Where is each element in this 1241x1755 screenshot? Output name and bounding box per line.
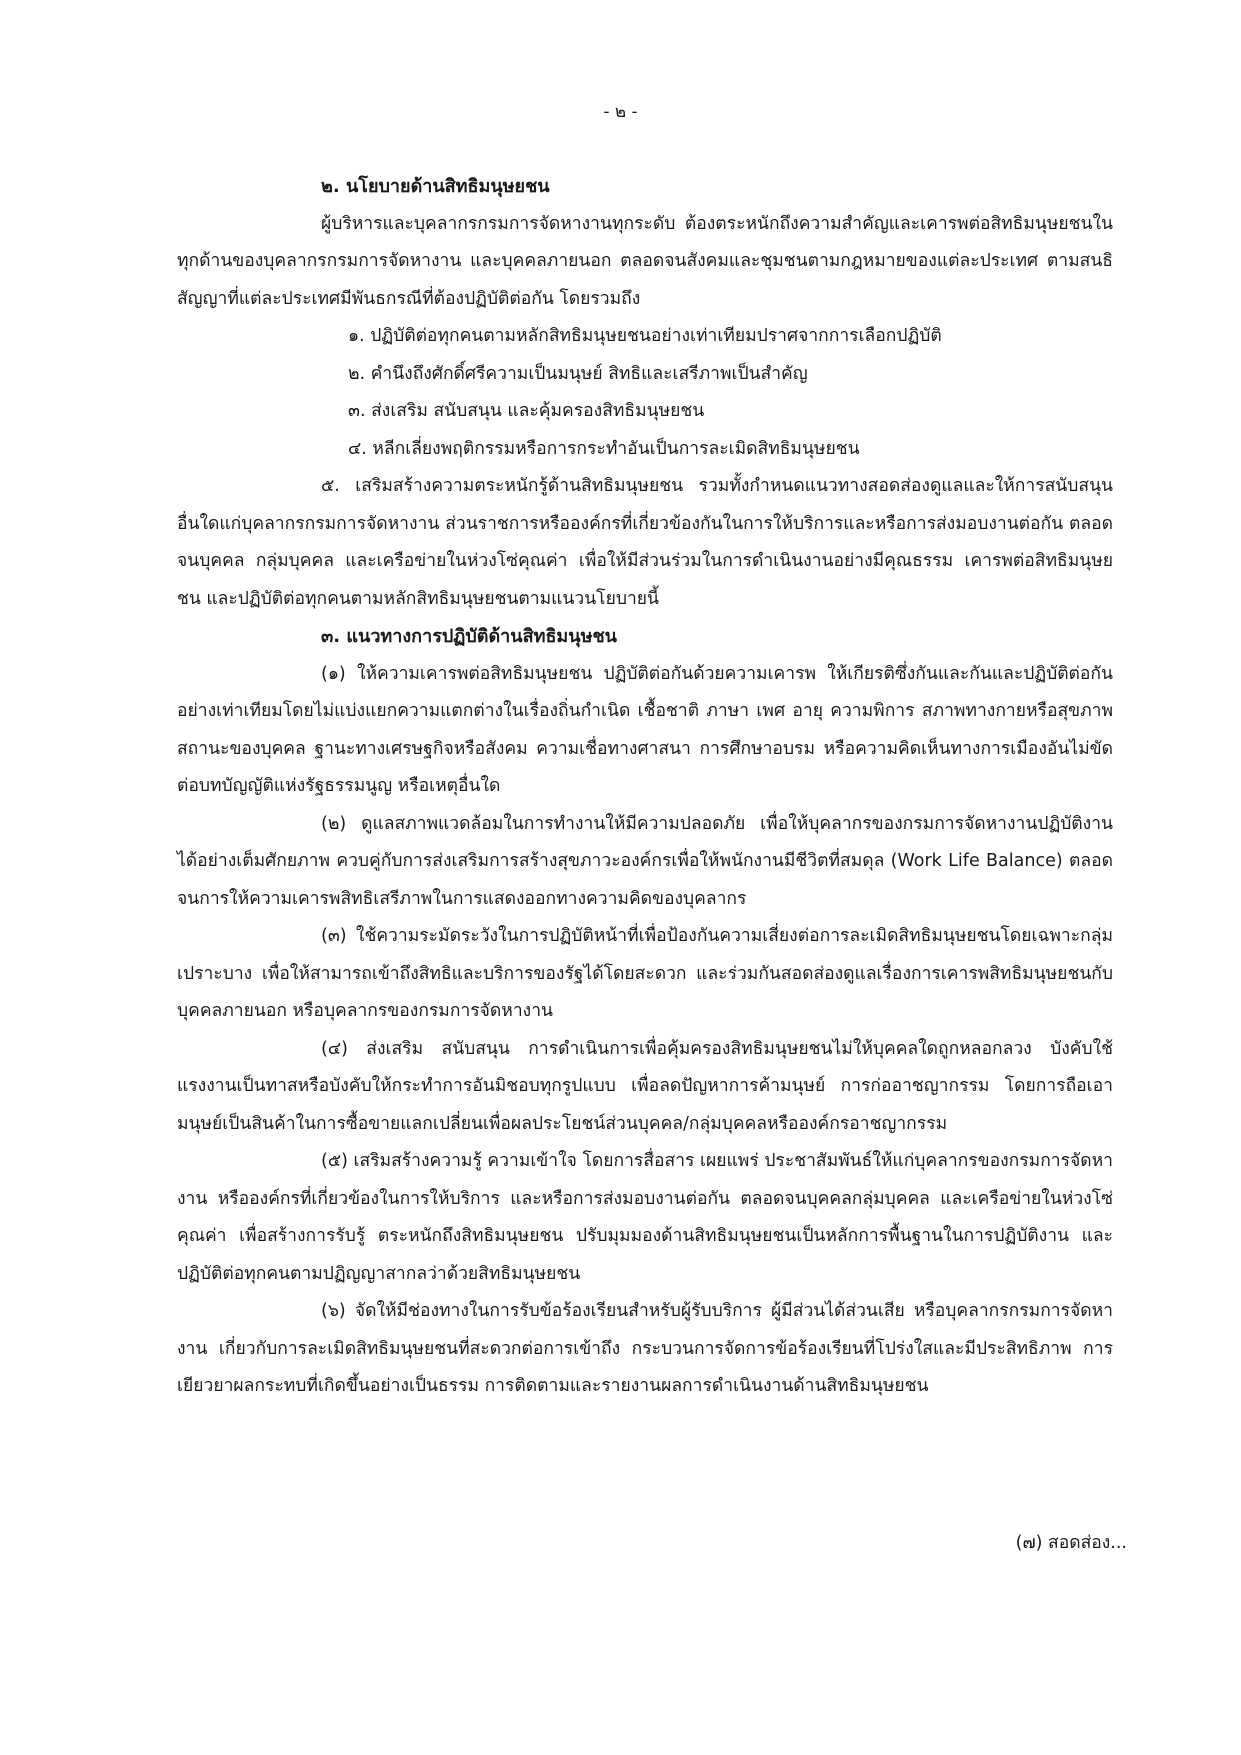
page-number: - ๒ - <box>603 102 638 122</box>
section-3-paragraph-3: (๓) ใช้ความระมัดระวังในการปฏิบัติหน้าที่เพื่อป้องกันความเสี่ยงต่อการละเมิดสิทธิมนุษยชนโดยเฉพาะกลุ่มเปราะบาง เพื่อให้สามารถเข้าถึงสิทธิและบริการของรัฐได้โดยสะดวก และร่วมกันสอดส่องดูแลเรื่องการเคารพสิทธิมนุษยชนกับบุคคลภายนอก หรือบุคลากรของกรมการจัดหางาน <box>177 926 1113 1021</box>
section-3-paragraph-1: (๑) ให้ความเคารพต่อสิทธิมนุษยชน ปฏิบัติต่อกันด้วยความเคารพ ให้เกียรติซึ่งกันและกันและปฏิบัติต่อกันอย่างเท่าเทียมโดยไม่แบ่งแยกความแตกต่างในเรื่องถิ่นกำเนิด เชื้อชาติ ภาษา เพศ อายุ ความพิการ สภาพทางกายหรือสุขภาพ สถานะของบุคคล ฐานะทางเศรษฐกิจหรือสังคม ความเชื่อทางศาสนา การศึกษาอบรม หรือความคิดเห็นทางการเมืองอันไม่ขัดต่อบทบัญญัติแห่งรัฐธรรมนูญ หรือเหตุอื่นใด <box>177 663 1113 796</box>
section-3-heading: ๓. แนวทางการปฏิบัติด้านสิทธิมนุษชน <box>321 626 617 647</box>
section-2-item-4: ๔. หลีกเลี่ยงพฤติกรรมหรือการกระทำอันเป็นการละเมิดสิทธิมนุษยชน <box>348 438 860 459</box>
section-2-item-2: ๒. คำนึงถึงศักดิ์ศรีความเป็นมนุษย์ สิทธิและเสรีภาพเป็นสำคัญ <box>348 363 808 384</box>
section-2-item-1: ๑. ปฏิบัติต่อทุกคนตามหลักสิทธิมนุษยชนอย่างเท่าเทียมปราศจากการเลือกปฏิบัติ <box>348 326 942 346</box>
section-3-paragraph-6: (๖) จัดให้มีช่องทางในการรับข้อร้องเรียนสำหรับผู้รับบริการ ผู้มีส่วนได้ส่วนเสีย หรือบุคลากรกรมการจัดหางาน เกี่ยวกับการละเมิดสิทธิมนุษยชนที่สะดวกต่อการเข้าถึง กระบวนการจัดการข้อร้องเรียนที่โปร่งใสและมีประสิทธิภาพ การเยียวยาผลกระทบที่เกิดขึ้นอย่างเป็นธรรม การติดตามและรายงานผลการดำเนินงานด้านสิทธิมนุษยชน <box>177 1301 1113 1396</box>
section-2-item-3: ๓. ส่งเสริม สนับสนุน และคุ้มครองสิทธิมนุษยชน <box>348 401 705 421</box>
document-body <box>177 168 1113 1406</box>
section-2-heading: ๒. นโยบายด้านสิทธิมนุษยชน <box>321 176 550 197</box>
section-2-intro: ผู้บริหารและบุคลากรกรมการจัดหางานทุกระดับ ต้องตระหนักถึงความสำคัญและเคารพต่อสิทธิมนุษยชนในทุกด้านของบุคลากรกรมการจัดหางาน และบุคคลภายนอก ตลอดจนสังคมและชุมชนตามกฎหมายของแต่ละประเทศ ตามสนธิสัญญาที่แต่ละประเทศมีพันธกรณีที่ต้องปฏิบัติต่อกัน โดยรวมถึง <box>177 213 1113 309</box>
section-3-paragraph-5: (๕) เสริมสร้างความรู้ ความเข้าใจ โดยการสื่อสาร เผยแพร่ ประชาสัมพันธ์ให้แก่บุคลากรของกรมการจัดหางาน หรือองค์กรที่เกี่ยวข้องในการให้บริการ และหรือการส่งมอบงานต่อกัน ตลอดจนบุคคลกลุ่มบุคคล และเครือข่ายในห่วงโซ่คุณค่า เพื่อสร้างการรับรู้ ตระหนักถึงสิทธิมนุษยชน ปรับมุมมองด้านสิทธิมนุษยชนเป็นหลักการพื้นฐานในการปฏิบัติงาน และปฏิบัติต่อทุกคนตามปฏิญญาสากลว่าด้วยสิทธิมนุษยชน <box>177 1151 1113 1284</box>
section-3-paragraph-4: (๔) ส่งเสริม สนับสนุน การดำเนินการเพื่อคุ้มครองสิทธิมนุษยชนไม่ให้บุคคลใดถูกหลอกลวง บังคับใช้แรงงานเป็นทาสหรือบังคับให้กระทำการอันมิชอบทุกรูปแบบ เพื่อลดปัญหาการค้ามนุษย์ การก่ออาชญากรรม โดยการถือเอามนุษย์เป็นสินค้าในการซื้อขายแลกเปลี่ยนเพื่อผลประโยชน์ส่วนบุคคล/กลุ่มบุคคลหรือองค์กรอาชญากรรม <box>177 1038 1113 1134</box>
continuation-note: (๗) สอดส่อง... <box>1015 1533 1127 1553</box>
section-2-item-5: ๕. เสริมสร้างความตระหนักรู้ด้านสิทธิมนุษยชน รวมทั้งกำหนดแนวทางสอดส่องดูแลและให้การสนับสนุนอื่นใดแก่บุคลากรกรมการจัดหางาน ส่วนราชการหรือองค์กรที่เกี่ยวข้องกันในการให้บริการและหรือการส่งมอบงานต่อกัน ตลอดจนบุคคล กลุ่มบุคคล และเครือข่ายในห่วงโซ่คุณค่า เพื่อให้มีส่วนร่วมในการดำเนินงานอย่างมีคุณธรรม เคารพต่อสิทธิมนุษยชน และปฏิบัติต่อทุกคนตามหลักสิทธิมนุษยชนตามแนวนโยบายนี้ <box>177 476 1113 609</box>
section-3-paragraph-2: (๒) ดูแลสภาพแวดล้อมในการทำงานให้มีความปลอดภัย เพื่อให้บุคลากรของกรมการจัดหางานปฏิบัติงานได้อย่างเต็มศักยภาพ ควบคู่กับการส่งเสริมการสร้างสุขภาวะองค์กรเพื่อให้พนักงานมีชีวิตที่สมดุล (Work Life Balance) ตลอดจนการให้ความเคารพสิทธิเสรีภาพในการแสดงออกทางความคิดของบุคลากร <box>177 813 1113 909</box>
